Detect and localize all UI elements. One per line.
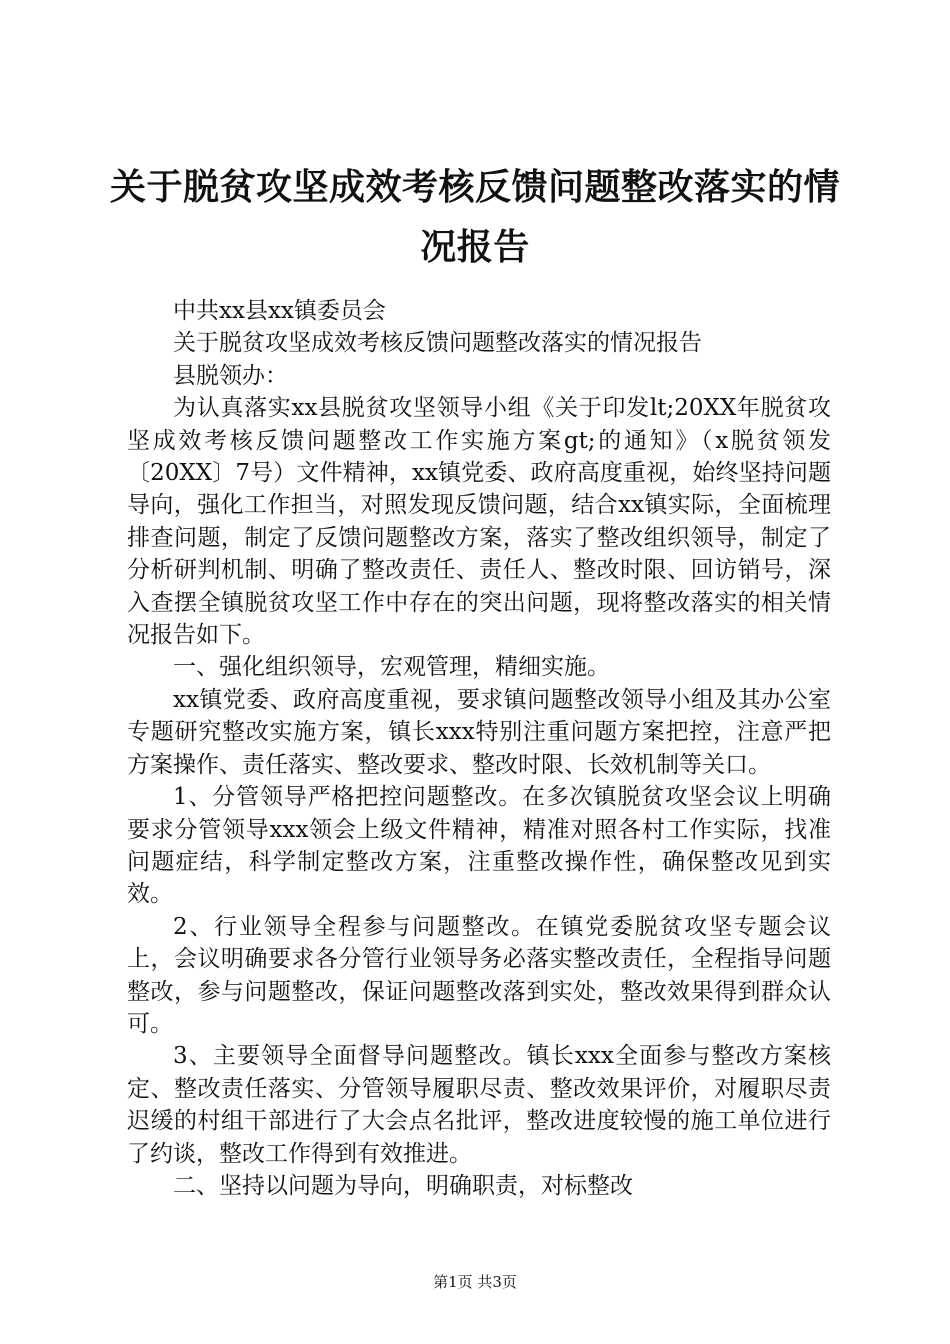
document-body bbox=[127, 295, 831, 1202]
paragraph-intro: 为认真落实xx县脱贫攻坚领导小组《关于印发lt;20XX年脱贫攻坚成效考核反馈问题整改工作实施方案gt;的通知》（x脱贫领发〔20XX〕7号）文件精神，xx镇党委、政府高度重视，始终坚持问题导向，强化工作担当，对照发现反馈问题，结合xx镇实际，全面梳理排查问题，制定了反馈问题整改方案，落实了整改组织领导，制定了分析研判机制、明确了整改责任、责任人、整改时限、回访销号，深入查摆全镇脱贫攻坚工作中存在的突出问题，现将整改落实的相关情况报告如下。 bbox=[127, 395, 831, 649]
paragraph-item-2: 2、行业领导全程参与问题整改。在镇党委脱贫攻坚专题会议上，会议明确要求各分管行业领导务必落实整改责任，全程指导问题整改，参与问题整改，保证问题整改落到实处，整改效果得到群众认可。 bbox=[127, 913, 831, 1037]
paragraph-section-1-body: xx镇党委、政府高度重视，要求镇问题整改领导小组及其办公室专题研究整改实施方案，镇长xxx特别注重问题方案把控，注意严把方案操作、责任落实、整改要求、整改时限、长效机制等关口。 bbox=[127, 686, 831, 778]
paragraph-issuer: 中共xx县xx镇委员会 bbox=[173, 298, 386, 324]
paragraph-section-2-heading: 二、坚持以问题为导向，明确职责，对标整改 bbox=[173, 1172, 633, 1199]
paragraph-item-1: 1、分管领导严格把控问题整改。在多次镇脱贫攻坚会议上明确要求分管领导xxx领会上级文件精神，精准对照各村工作实际，找准问题症结，科学制定整改方案，注重整改操作性，确保整改见到实效。 bbox=[127, 784, 831, 908]
page-number-footer: 第1页 共3页 bbox=[433, 1273, 517, 1291]
document-title: 关于脱贫攻坚成效考核反馈问题整改落实的情况报告 bbox=[109, 167, 840, 268]
paragraph-section-1-heading: 一、强化组织领导，宏观管理，精细实施。 bbox=[173, 654, 610, 681]
paragraph-report-title: 关于脱贫攻坚成效考核反馈问题整改落实的情况报告 bbox=[173, 330, 702, 357]
paragraph-recipient: 县脱领办： bbox=[173, 362, 288, 389]
paragraph-item-3: 3、主要领导全面督导问题整改。镇长xxx全面参与整改方案核定、整改责任落实、分管领导履职尽责、整改效果评价，对履职尽责迟缓的村组干部进行了大会点名批评，整改进度较慢的施工单位进行了约谈，整改工作得到有效推进。 bbox=[127, 1043, 831, 1167]
